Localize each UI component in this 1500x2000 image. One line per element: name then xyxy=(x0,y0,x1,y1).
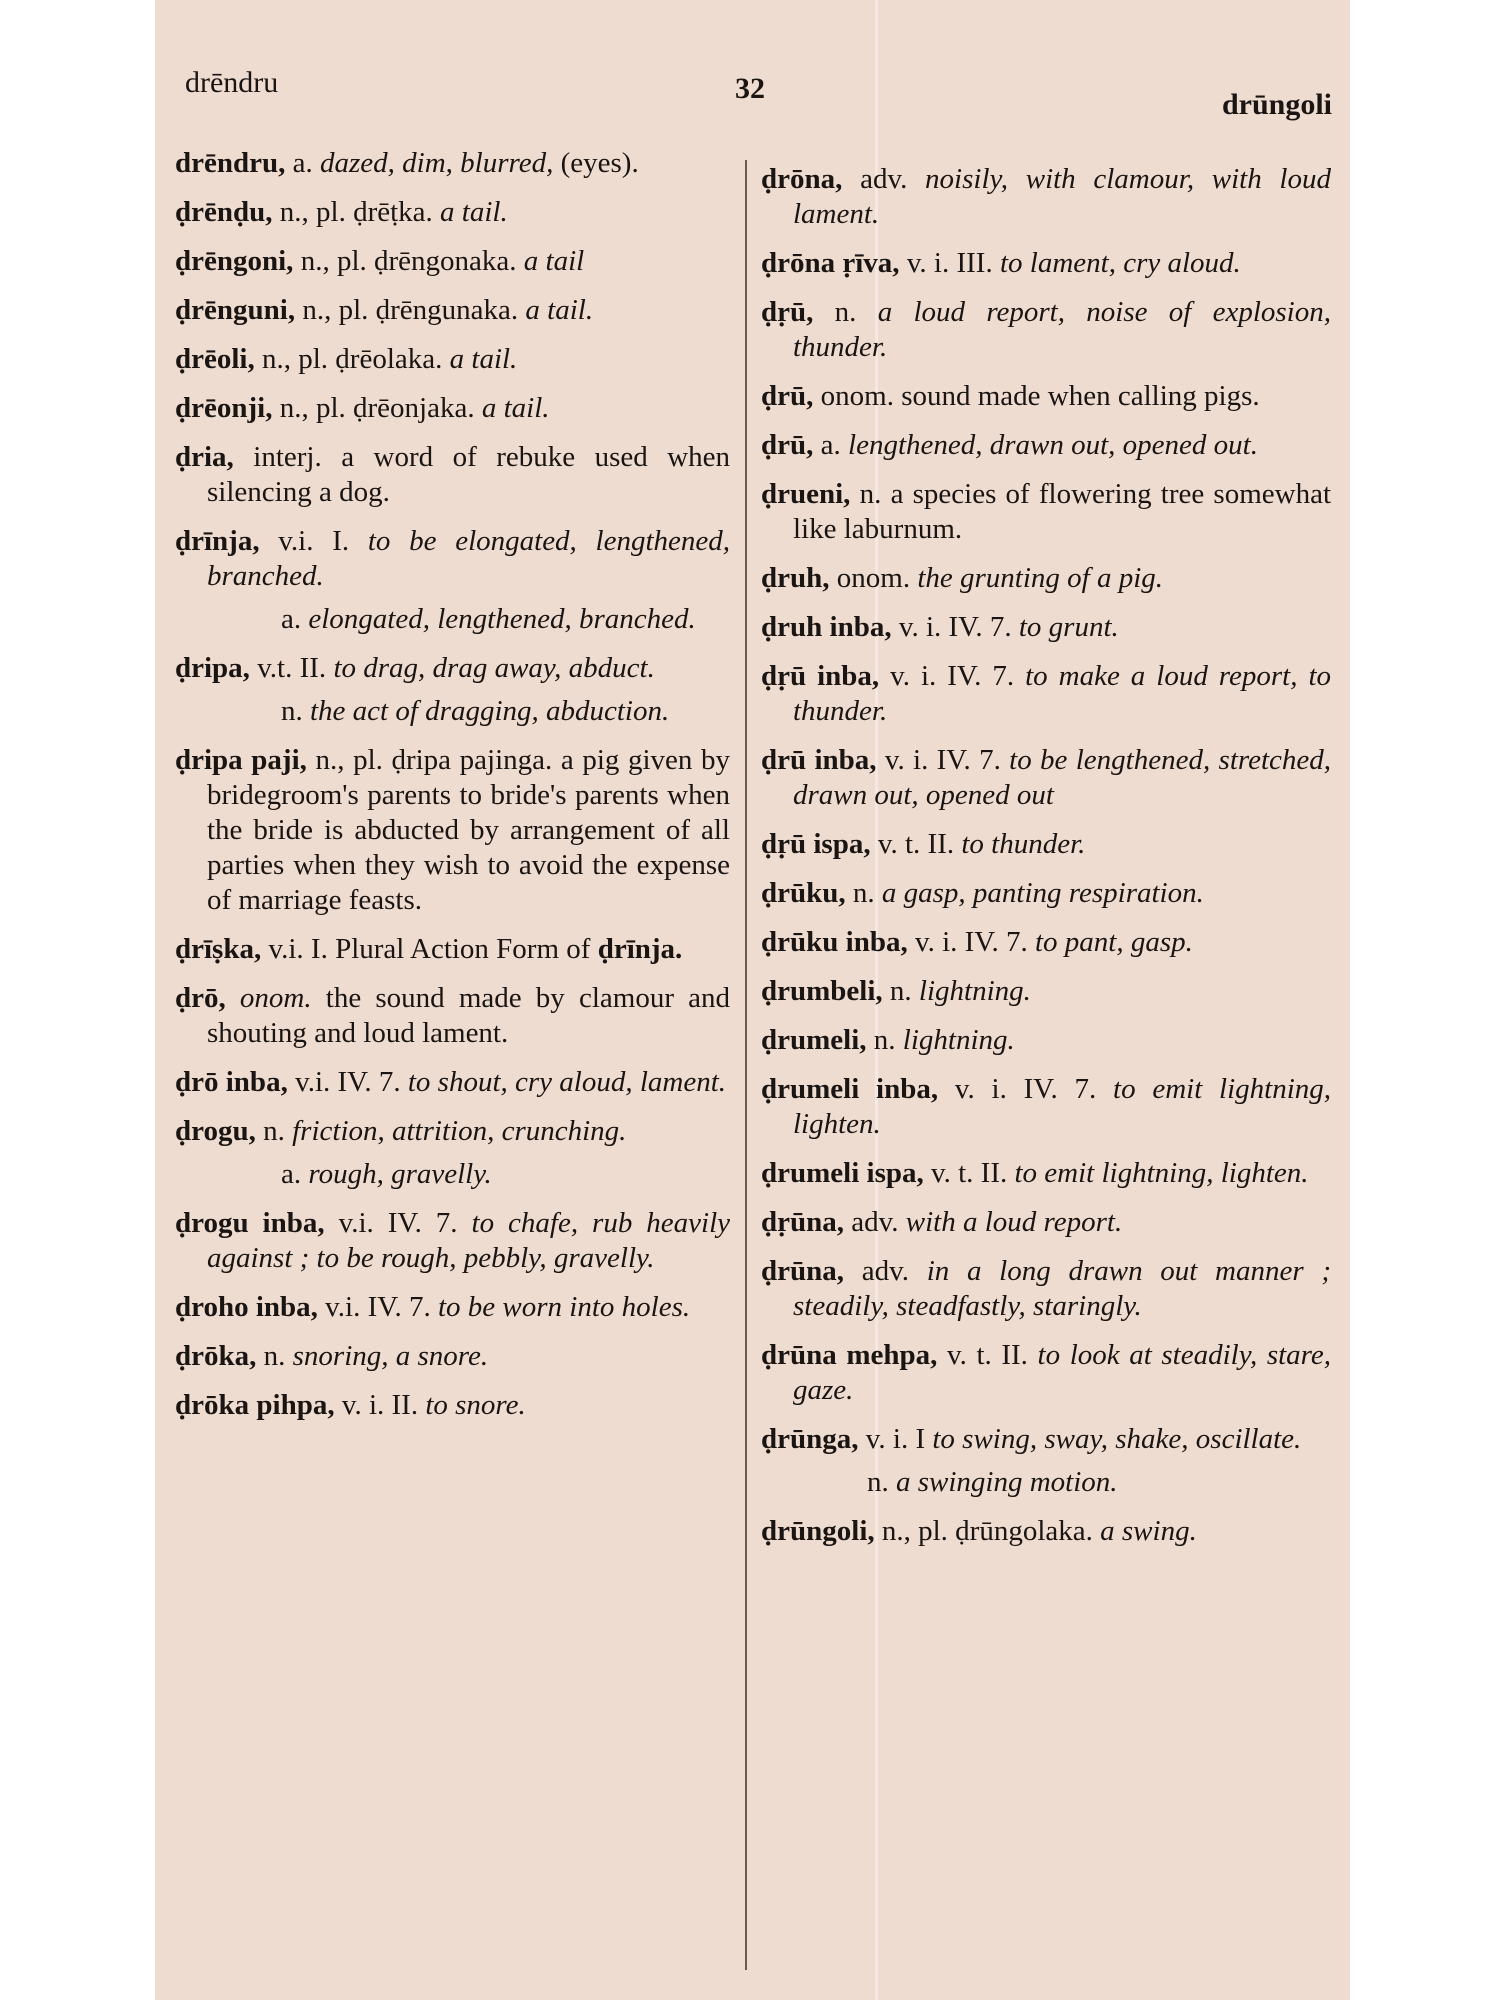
part-of-speech: v.i. I. xyxy=(278,525,350,557)
part-of-speech: n., pl. ḍrēolaka. xyxy=(262,343,443,375)
definition: friction, attrition, crunching. xyxy=(292,1115,627,1147)
headword: ḍruh, xyxy=(761,562,830,594)
part-of-speech: n. xyxy=(852,877,875,909)
headword: ḍrumeli ispa, xyxy=(761,1157,924,1189)
dictionary-entry xyxy=(175,1290,730,1325)
dictionary-entry xyxy=(761,477,1331,547)
dictionary-entry xyxy=(761,827,1331,862)
definition-text: Plural Action Form of xyxy=(335,933,591,965)
headword: ḍrūku inba, xyxy=(761,926,908,958)
dictionary-entry xyxy=(761,1338,1331,1408)
headword: ḍrēnḍu, xyxy=(175,196,273,228)
headword: ḍripa paji, xyxy=(175,744,307,776)
dictionary-entry xyxy=(175,1114,730,1149)
dictionary-entry xyxy=(761,1254,1331,1324)
headword: ḍrumbeli, xyxy=(761,975,883,1007)
part-of-speech: v. i. IV. 7. xyxy=(884,744,1001,776)
headword: ḍrūku, xyxy=(761,877,846,909)
part-of-speech: v.t. II. xyxy=(257,652,327,684)
part-of-speech: n., pl. ḍrēṭka. xyxy=(279,196,433,228)
definition: a swing. xyxy=(1100,1515,1197,1547)
definition: a swinging motion. xyxy=(896,1466,1118,1498)
headword: ḍrūna, xyxy=(761,1255,845,1287)
dictionary-entry xyxy=(175,440,730,510)
part-of-speech: v. i. IV. 7. xyxy=(914,926,1028,958)
headword: ḍrū, xyxy=(761,429,814,461)
part-of-speech: n. xyxy=(263,1340,286,1372)
headword: ḍrogu inba, xyxy=(175,1207,325,1239)
headword: ḍṛū, xyxy=(761,296,814,328)
definition: to lament, cry aloud. xyxy=(999,247,1241,279)
definition: a gasp, panting respiration. xyxy=(881,877,1204,909)
dictionary-entry xyxy=(175,1206,730,1276)
dictionary-page xyxy=(155,0,1350,2000)
definition: a tail. xyxy=(440,196,508,228)
definition-text: sound made when calling pigs. xyxy=(901,380,1260,412)
headword: ḍrogu, xyxy=(175,1115,256,1147)
definition: to thunder. xyxy=(961,828,1086,860)
headword: ḍṛū ispa, xyxy=(761,828,871,860)
definition: a tail. xyxy=(449,343,518,375)
part-of-speech: n. xyxy=(889,975,912,1007)
dictionary-entry xyxy=(761,1023,1331,1058)
dictionary-entry xyxy=(175,1065,730,1100)
dictionary-entry xyxy=(761,743,1331,813)
definition-text: a species of flowering tree somewhat like laburnum. xyxy=(793,478,1332,545)
part-of-speech: a. xyxy=(292,147,313,179)
definition: to be elongated, lengthened, branched. xyxy=(207,525,731,592)
headword: ḍrēoli, xyxy=(175,343,255,375)
dictionary-entry xyxy=(175,1339,730,1374)
headword: ḍrōka, xyxy=(175,1340,257,1372)
entry-subsense xyxy=(175,602,730,637)
part-of-speech: v.i. IV. 7. xyxy=(295,1066,401,1098)
dictionary-entry xyxy=(761,974,1331,1009)
dictionary-entry xyxy=(175,651,730,686)
entry-subsense xyxy=(175,1157,730,1192)
definition: the grunting of a pig. xyxy=(917,562,1164,594)
dictionary-entry xyxy=(175,293,730,328)
definition: to swing, sway, shake, oscillate. xyxy=(932,1423,1302,1455)
definition: to drag, drag away, abduct. xyxy=(333,652,655,684)
definition: a tail. xyxy=(481,392,550,424)
definition: to shout, cry aloud, lament. xyxy=(407,1066,727,1098)
part-of-speech: v. i. IV. 7. xyxy=(954,1073,1097,1105)
definition-text: (eyes). xyxy=(560,147,639,179)
definition: rough, gravelly. xyxy=(308,1158,492,1190)
page-number: 32 xyxy=(735,72,765,105)
headword: ḍria, xyxy=(175,441,234,473)
headword: ḍrūngoli, xyxy=(761,1515,875,1547)
headword: ḍrū inba, xyxy=(761,744,877,776)
dictionary-entry xyxy=(761,162,1331,232)
definition: in a long drawn out manner ; steadily, steadfastly, staringly. xyxy=(793,1255,1332,1322)
part-of-speech: a. xyxy=(281,1158,302,1190)
part-of-speech: v.i. IV. 7. xyxy=(325,1291,431,1323)
headword: ḍroho inba, xyxy=(175,1291,318,1323)
dictionary-entry xyxy=(761,1072,1331,1142)
definition: to chafe, rub heavily against ; to be rough, pebbly, gravelly. xyxy=(207,1207,731,1274)
headword: ḍṛūna, xyxy=(761,1206,845,1238)
dictionary-entry xyxy=(175,342,730,377)
definition: to be lengthened, stretched, drawn out, opened out xyxy=(793,744,1332,811)
dictionary-entry xyxy=(175,244,730,279)
part-of-speech: v. i. IV. 7. xyxy=(890,660,1015,692)
headword: ḍrueni, xyxy=(761,478,851,510)
part-of-speech: adv. xyxy=(861,1255,909,1287)
part-of-speech: n., pl. ḍripa pajinga. xyxy=(315,744,553,776)
headword: ḍrēngoni, xyxy=(175,245,294,277)
part-of-speech: n., pl. ḍrūngolaka. xyxy=(881,1515,1093,1547)
definition-text: the sound made by clamour and shouting and loud lament. xyxy=(207,982,731,1049)
headword: ḍṛū inba, xyxy=(761,660,880,692)
entry-subsense xyxy=(175,694,730,729)
dictionary-entry xyxy=(175,195,730,230)
part-of-speech: onom. xyxy=(836,562,911,594)
headword: drēndru, xyxy=(175,147,286,179)
part-of-speech: v. i. I xyxy=(865,1423,926,1455)
definition: to grunt. xyxy=(1018,611,1119,643)
dictionary-entry xyxy=(761,1156,1331,1191)
definition: the act of dragging, abduction. xyxy=(310,695,670,727)
part-of-speech: adv. xyxy=(860,163,908,195)
part-of-speech: onom. xyxy=(820,380,894,412)
definition: lengthened, drawn out, opened out. xyxy=(848,429,1258,461)
headword: ḍrōna, xyxy=(761,163,843,195)
definition: to make a loud report, to thunder. xyxy=(793,660,1332,727)
headword: ḍrīnja, xyxy=(175,525,260,557)
definition: a tail xyxy=(523,245,585,277)
definition: to look at steadily, stare, gaze. xyxy=(793,1339,1332,1406)
part-of-speech: interj. xyxy=(253,441,322,473)
dictionary-entry xyxy=(175,391,730,426)
definition: snoring, a snore. xyxy=(292,1340,489,1372)
dictionary-entry xyxy=(761,610,1331,645)
part-of-speech: n. xyxy=(873,1024,896,1056)
part-of-speech: v. i. III. xyxy=(906,247,993,279)
dictionary-entry xyxy=(761,1205,1331,1240)
headword: ḍrōna ṛīva, xyxy=(761,247,900,279)
running-head-right: drūngoli xyxy=(1221,88,1332,121)
definition: a tail. xyxy=(525,294,594,326)
part-of-speech: v. i. II. xyxy=(341,1389,419,1421)
headword: ḍripa, xyxy=(175,652,250,684)
definition: to be worn into holes. xyxy=(437,1291,691,1323)
cross-reference: ḍrīnja. xyxy=(597,933,683,965)
part-of-speech: v.i. I. xyxy=(268,933,328,965)
definition-text: a pig given by bridegroom's parents to bride's parents when the bride is abducted by arrangement of all parties when they wish to avoid the expense of marriage feasts. xyxy=(207,744,730,916)
running-head-left: drēndru xyxy=(185,66,279,99)
dictionary-entry xyxy=(761,1422,1331,1457)
part-of-speech: n. xyxy=(281,695,303,727)
dictionary-entry xyxy=(761,876,1331,911)
dictionary-entry xyxy=(175,981,730,1051)
dictionary-entry xyxy=(761,246,1331,281)
definition: with a loud report. xyxy=(905,1206,1123,1238)
part-of-speech: v. t. II. xyxy=(931,1157,1008,1189)
dictionary-entry xyxy=(761,295,1331,365)
definition: elongated, lengthened, branched. xyxy=(308,603,696,635)
part-of-speech: n. xyxy=(834,296,857,328)
part-of-speech: n. xyxy=(867,1466,889,1498)
definition: to emit lightning, lighten. xyxy=(1014,1157,1309,1189)
headword: ḍrōka pihpa, xyxy=(175,1389,335,1421)
dictionary-entry xyxy=(175,524,730,594)
dictionary-entry xyxy=(761,561,1331,596)
part-of-speech: v.i. IV. 7. xyxy=(338,1207,458,1239)
right-column xyxy=(761,162,1331,1563)
definition: lightning. xyxy=(902,1024,1015,1056)
definition: a loud report, noise of explosion, thunder. xyxy=(793,296,1331,363)
left-column xyxy=(175,146,730,1437)
headword: ḍrūnga, xyxy=(761,1423,859,1455)
headword: ḍrō inba, xyxy=(175,1066,288,1098)
headword: ḍrīṣka, xyxy=(175,933,262,965)
definition: to pant, gasp. xyxy=(1035,926,1193,958)
headword: ḍrumeli, xyxy=(761,1024,867,1056)
definition: to emit lightning, lighten. xyxy=(793,1073,1332,1140)
part-of-speech: n., pl. ḍrēonjaka. xyxy=(279,392,475,424)
dictionary-entry xyxy=(761,379,1331,414)
dictionary-entry xyxy=(761,925,1331,960)
dictionary-entry xyxy=(175,146,730,181)
headword: ḍrēnguni, xyxy=(175,294,296,326)
definition: to snore. xyxy=(425,1389,526,1421)
dictionary-entry xyxy=(175,743,730,918)
dictionary-entry xyxy=(175,932,730,967)
part-of-speech: n., pl. ḍrēngunaka. xyxy=(302,294,519,326)
part-of-speech: n., pl. ḍrēngonaka. xyxy=(300,245,517,277)
dictionary-entry xyxy=(761,659,1331,729)
headword: ḍruh inba, xyxy=(761,611,892,643)
part-of-speech: v. t. II. xyxy=(877,828,955,860)
headword: ḍrō, xyxy=(175,982,226,1014)
headword: ḍrumeli inba, xyxy=(761,1073,939,1105)
headword: ḍrū, xyxy=(761,380,814,412)
part-of-speech: v. i. IV. 7. xyxy=(898,611,1012,643)
dictionary-entry xyxy=(761,1514,1331,1549)
definition: dazed, dim, blurred, xyxy=(320,147,554,179)
definition: noisily, with clamour, with loud lament. xyxy=(793,163,1331,230)
headword: ḍrēonji, xyxy=(175,392,273,424)
entry-subsense xyxy=(761,1465,1331,1500)
dictionary-entry xyxy=(175,1388,730,1423)
part-of-speech: v. t. II. xyxy=(947,1339,1028,1371)
definition: lightning. xyxy=(918,975,1031,1007)
column-rule xyxy=(745,160,747,1970)
part-of-speech: a. xyxy=(820,429,841,461)
headword: ḍrūna mehpa, xyxy=(761,1339,938,1371)
part-of-speech: adv. xyxy=(851,1206,899,1238)
part-of-speech: n. xyxy=(263,1115,285,1147)
page-header xyxy=(155,0,1350,130)
dictionary-entry xyxy=(761,428,1331,463)
part-of-speech: n. xyxy=(859,478,882,510)
definition: onom. xyxy=(239,982,312,1014)
definition-text: a word of rebuke used when silencing a dog. xyxy=(207,441,731,508)
part-of-speech: a. xyxy=(281,603,302,635)
